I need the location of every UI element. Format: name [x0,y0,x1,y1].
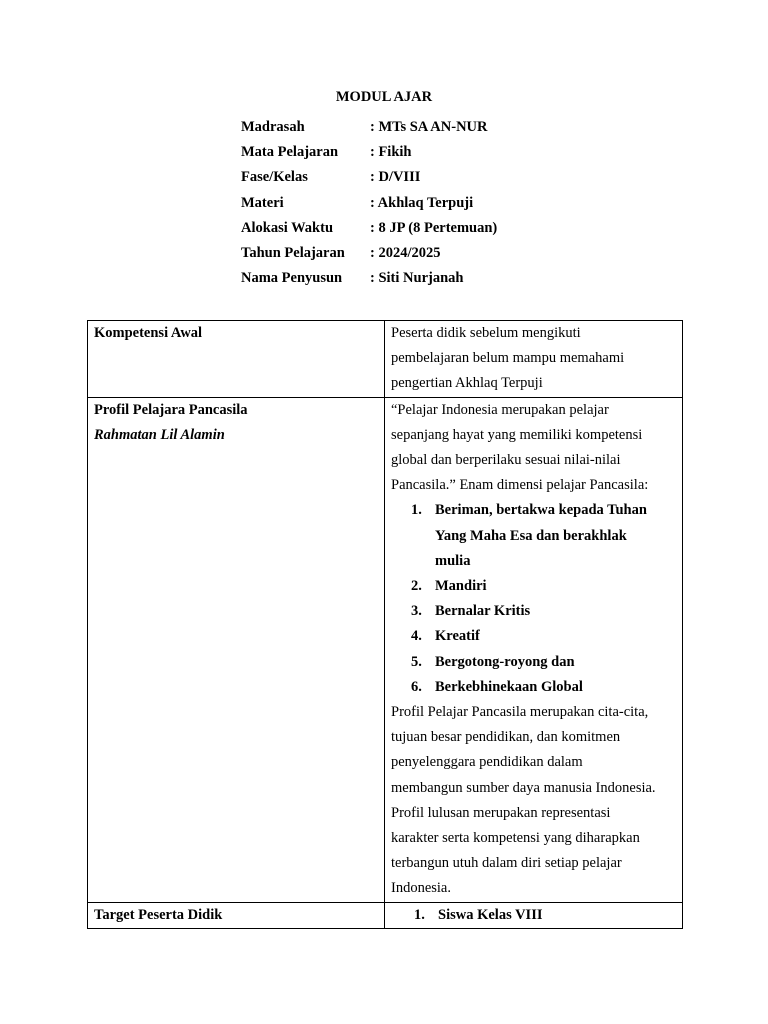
info-value: : Siti Nurjanah [370,270,464,287]
text-line: Indonesia. [391,880,451,897]
list-text: Yang Maha Esa dan berakhlak [435,527,627,544]
text-line: sepanjang hayat yang memiliki kompetensi [391,426,643,443]
list-text: Siswa Kelas VIII [438,906,543,923]
info-label: Materi [241,194,284,211]
info-row-madrasah [241,118,601,143]
info-row-alokasi-waktu [241,219,601,244]
list-text: Beriman, bertakwa kepada Tuhan [435,502,647,519]
info-value: : 8 JP (8 Pertemuan) [370,219,498,236]
info-value: : MTs SA AN-NUR [370,119,488,135]
list-item [391,675,676,700]
profil-content-cell [385,397,683,902]
row-target-peserta-didik [88,902,683,928]
module-table [87,320,683,929]
info-value: : Fikih [370,144,412,161]
text-line: karakter serta kompetensi yang diharapkan [391,830,640,847]
module-info [241,118,601,294]
kompetensi-awal-label: Kompetensi Awal [94,325,203,341]
info-value: : D/VIII [370,169,421,186]
info-label: Alokasi Waktu [241,219,334,236]
info-label: Madrasah [241,119,305,135]
text-line: terbangun utuh dalam diri setiap pelajar [391,855,622,872]
row-profil-pelajar [88,397,683,902]
list-number: 6. [411,678,422,695]
list-text: mulia [435,552,471,569]
text-line: membangun sumber daya manusia Indonesia. [391,779,656,796]
text-line: penyelenggara pendidikan dalam [391,754,583,771]
target-content-cell [385,902,683,928]
text-line: Pancasila.” Enam dimensi pelajar Pancasila: [391,477,649,494]
text-line: pengertian Akhlaq Terpuji [391,375,543,392]
profil-label: Profil Pelajara Pancasila [94,401,248,418]
list-text: Bernalar Kritis [435,603,531,620]
kompetensi-awal-content-cell [385,321,683,398]
list-text: Bergotong-royong dan [435,653,575,670]
info-value: : 2024/2025 [370,244,441,261]
row-kompetensi-awal [88,321,683,398]
text-line: pembelajaran belum mampu memahami [391,350,625,367]
info-label: Mata Pelajaran [241,144,339,161]
target-label: Target Peserta Didik [94,906,223,923]
target-label-cell [88,902,385,928]
text-line: Peserta didik sebelum mengikuti [391,325,581,341]
profil-sublabel: Rahmatan Lil Alamin [94,426,225,443]
list-text: Mandiri [435,578,487,595]
info-row-materi [241,194,601,219]
list-number: 4. [411,628,422,645]
info-row-nama-penyusun [241,269,601,294]
list-item [391,650,676,675]
text-line: Profil lulusan merupakan representasi [391,804,611,821]
list-item [391,574,676,599]
info-label: Fase/Kelas [241,169,308,186]
list-text: Berkebhinekaan Global [435,678,583,695]
text-line: Profil Pelajar Pancasila merupakan cita-cita, [391,704,649,721]
text-line: “Pelajar Indonesia merupakan pelajar [391,401,609,418]
list-number: 1. [414,906,425,923]
info-label: Nama Penyusun [241,270,343,287]
text-line: tujuan besar pendidikan, dan komitmen [391,729,621,746]
list-item [391,599,676,624]
info-label: Tahun Pelajaran [241,244,345,261]
list-item [391,498,676,574]
target-list [391,903,676,928]
profil-label-cell [88,397,385,902]
list-number: 2. [411,578,422,595]
text-line: global dan berperilaku sesuai nilai-nilai [391,452,621,469]
list-number: 1. [411,502,422,519]
list-item [391,903,676,928]
document-title: MODUL AJAR [335,89,433,105]
list-text: Kreatif [435,628,480,645]
list-number: 5. [411,653,422,670]
info-row-mata-pelajaran [241,143,601,168]
info-value: : Akhlaq Terpuji [370,194,474,211]
kompetensi-awal-label-cell [88,321,385,398]
info-row-fase-kelas [241,168,601,193]
list-item [391,624,676,649]
list-number: 3. [411,603,422,620]
info-row-tahun-pelajaran [241,244,601,269]
dimension-list [391,498,676,700]
